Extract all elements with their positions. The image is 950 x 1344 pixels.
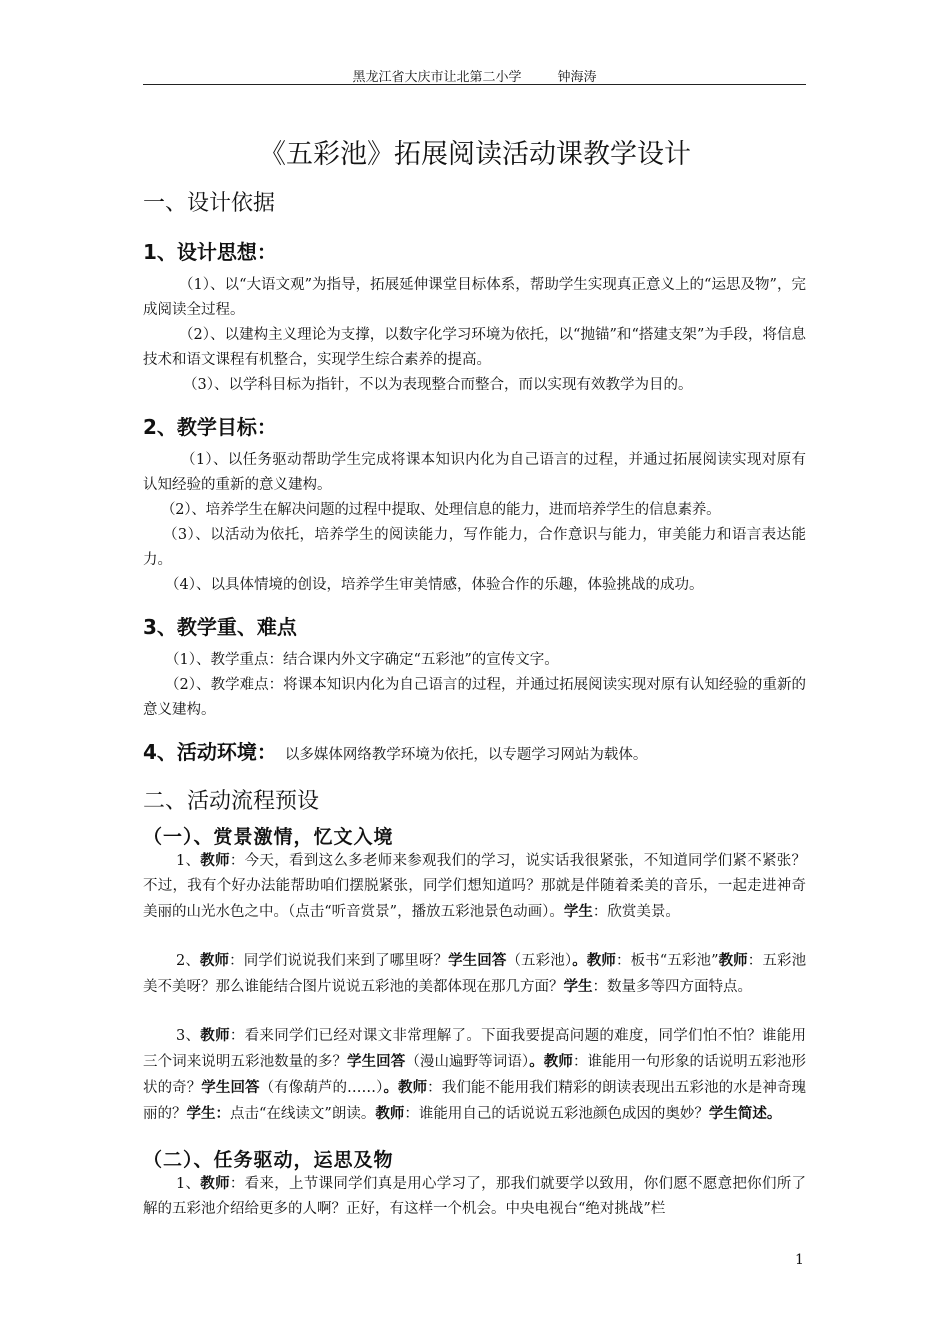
paragraph: 3、教师：看来同学们已经对课文非常理解了。下面我要提高问题的难度，同学们怕不怕？谁能用三个词来说明五彩池数量的多？学生回答（漫山遍野等词语）。教师：谁能用一句形象的话说明五彩池形状的奇？学生回答（有像葫芦的……）。教师：我们能不能用我们精彩的朗读表现出五彩池的水是神奇瑰丽的？学生：点击“在线读文”朗读。教师：谁能用自己的话说说五彩池颜色成因的奥妙？学生简述。 [143,1027,807,1122]
header-rule [143,84,806,85]
paragraph: （1）、以任务驱动帮助学生完成将课本知识内化为自己语言的过程，并通过拓展阅读实现对原有认知经验的重新的意义建构。 [143,452,806,493]
page-header [143,66,806,84]
role-teacher: 教师 [199,952,230,969]
role-student: 学生回答 [347,1053,406,1070]
section-heading-flow: 二、活动流程预设 [143,789,320,814]
paragraph: 1、教师：今天，看到这么多老师来参观我们的学习，说实话我很紧张，不知道同学们紧不紧张？不过，我有个好办法能帮助咱们摆脱紧张，同学们想知道吗？那就是伴随着柔美的音乐，一起走进神奇美丽的山光水色之中。（点击“听音赏景”，播放五彩池景色动画）。学生：欣赏美景。 [143,852,807,920]
environment-label: 4、活动环境： [143,740,277,764]
paragraph: （4）、以具体情境的创设，培养学生审美情感，体验合作的乐趣，体验挑战的成功。 [165,577,704,593]
role-student: 学生简述。 [708,1105,782,1122]
page-number: 1 [795,1252,804,1268]
subheading-design-idea: 1、设计思想： [143,240,277,264]
subheading-objectives: 2、教学目标： [143,415,277,439]
paragraph: （2）、培养学生在解决问题的过程中提取、处理信息的能力，进而培养学生的信息素养。 [161,502,721,518]
role-student: 学生回答 [201,1079,260,1096]
environment-text: 以多媒体网络教学环境为依托，以专题学习网站为载体。 [284,747,648,763]
part-heading-2: （二）、任务驱动，运思及物 [143,1149,394,1171]
paragraph: （3）、以活动为依托，培养学生的阅读能力，写作能力，合作意识与能力，审美能力和语言表达能力。 [143,527,806,568]
paragraph: （2）、教学难点：将课本知识内化为自己语言的过程，并通过拓展阅读实现对原有认知经验的重新的意义建构。 [143,677,806,718]
paragraph: （2）、以建构主义理论为支撑，以数字化学习环境为依托，以“抛锚”和“搭建支架”为手段，将信息技术和语文课程有机整合，实现学生综合素养的提高。 [143,327,806,368]
role-student: 学生： [186,1105,230,1122]
role-student: 学生回答 [448,952,507,969]
paragraph: （3）、以学科目标为指针，不以为表现整合而整合，而以实现有效教学为目的。 [183,377,693,393]
role-teacher: 。教师 [383,1079,428,1096]
role-teacher: 教师 [718,952,748,969]
header-author: 钟海涛 [557,70,597,85]
part-heading-1: （一）、赏景激情，忆文入境 [143,826,394,848]
role-teacher: 。教师 [572,952,616,969]
role-teacher: 教师 [200,1027,230,1044]
paragraph: （1）、以“大语文观”为指导，拓展延伸课堂目标体系，帮助学生实现真正意义上的“运思及物”，完成阅读全过程。 [143,277,806,318]
document-title: 《五彩池》拓展阅读活动课教学设计 [259,139,691,170]
paragraph: 1、教师：看来，上节课同学们真是用心学习了，那我们就要学以致用，你们愿不愿意把你们所了解的五彩池介绍给更多的人啊？正好，有这样一个机会。中央电视台“绝对挑战”栏 [143,1175,807,1217]
role-student: 学生 [563,978,593,995]
role-teacher: 教师 [375,1105,405,1122]
subheading-environment [143,736,647,765]
role-student: 学生 [563,903,593,920]
paragraph: 2、教师：同学们说说我们来到了哪里呀？学生回答（五彩池）。教师：板书“五彩池”教师：五彩池美不美呀？那么谁能结合图片说说五彩池的美都体现在那几方面？学生：数量多等四方面特点。 [143,952,807,995]
role-teacher: 教师 [200,852,230,869]
section-heading-basis: 一、设计依据 [143,191,276,216]
header-school: 黑龙江省大庆市让北第二小学 [352,70,522,85]
role-teacher: 教师 [200,1175,230,1192]
role-teacher: 。教师 [529,1053,573,1070]
subheading-key-points: 3、教学重、难点 [143,615,297,639]
paragraph: （1）、教学重点：结合课内外文字确定“五彩池”的宣传文字。 [165,652,559,668]
